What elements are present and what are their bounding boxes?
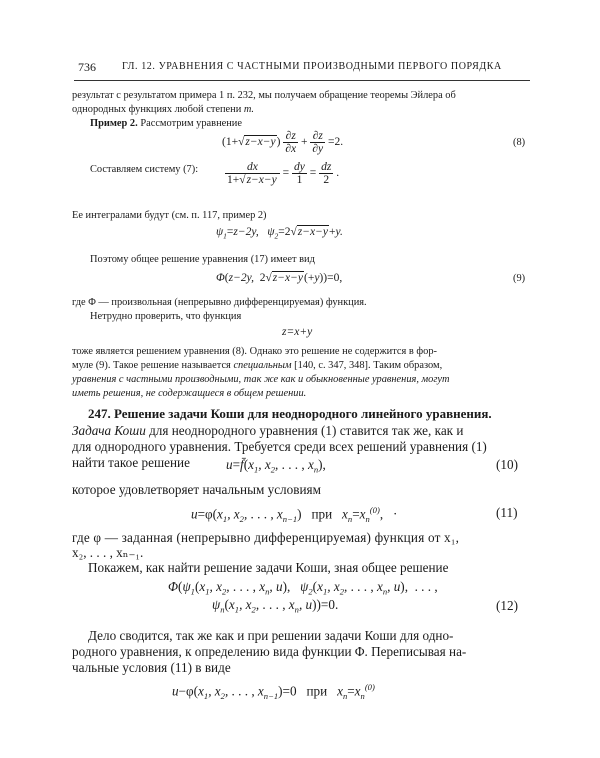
section-title: 247. Решение задачи Коши для неоднородного линейного уравнения. (88, 406, 492, 421)
example-heading: Пример 2. Рассмотрим уравнение (90, 118, 242, 129)
text-line: тоже является решением уравнения (8). Однако это решение не содержится в фор- (72, 346, 437, 357)
equation-9: Φ(z−2y, 2√z−x−y(+y))=0, (216, 272, 343, 284)
page-number: 736 (78, 60, 96, 74)
text-line: родного уравнения, к определению вида функции Φ. Переписывая на- (72, 644, 467, 659)
text-line: однородных функциях любой степени m. (72, 104, 254, 115)
equation-10: $u=f̄(x_1$, $x_2$, . . . , $x_n$), (226, 457, 326, 475)
running-header (78, 60, 530, 76)
text-line: которое удовлетворяет начальным условиям (72, 482, 321, 497)
characteristic-system: $\frac{dx}{1+√z-x-y}$ = $\frac{dy}{1}$ = $\frac{dz}{2}$ . (227, 161, 340, 186)
example-label: Пример 2. (90, 118, 138, 129)
term-special: специальным (233, 360, 292, 371)
text-line: муле (9). Такое решение называется специальным [140, с. 347, 348]. Таким образом, (72, 360, 443, 371)
text-line: Поэтому общее решение уравнения (17) имеет вид (90, 254, 315, 265)
text-line: уравнения с частными производными, так же как и обыкновенные уравнения, могут (72, 374, 450, 385)
equation-initial-condition: $u-\varphi(x_1$, $x_2$, . . . , $x_{n-1})=0$ при $x_n=x_n^{(0)}$ (172, 682, 375, 702)
text-line: x₂, . . . , xₙ₋₁. (72, 545, 144, 560)
text-line: Задача Коши для неоднородного уравнения (1) ставится так же, как и (72, 423, 464, 438)
first-integrals: $\psi_1=z-2y$, $\psi_2=2√z-x-y+y$. (216, 226, 343, 241)
equation-z: z=x+y (282, 326, 313, 338)
running-title: ГЛ. 12. УРАВНЕНИЯ С ЧАСТНЫМИ ПРОИЗВОДНЫМИ ПЕРВОГО ПОРЯДКА (122, 61, 502, 72)
equation-12-line1: $\Phi(\psi_1(x_1$, $x_2$, . . . , $x_n$, u), $\psi_2(x_1$, $x_2$, . . . , $x_n$, u), . . . , (168, 579, 438, 597)
text-line: результат с результатом примера 1 п. 232, мы получаем обращение теоремы Эйлера об (72, 90, 456, 101)
equation-11: $u=\varphi(x_1$, $x_2$, . . . , $x_{n-1}$) при $x_n=x_n^{(0)}$, · (191, 505, 398, 525)
equation-12-line2: $\psi_n(x_1$, $x_2$, . . . , $x_n$, u))=0. (212, 597, 339, 615)
text-line: где Φ — произвольная (непрерывно дифференцируемая) функция. (72, 297, 367, 308)
equation-number: (9) (513, 273, 526, 284)
equation-number: (8) (513, 137, 526, 148)
equation-8: (1+√z−x−y) $\frac{\partial z}{\partial x}$ + $\frac{\partial z}{\partial y}$ =2. (222, 130, 344, 155)
term-cauchy-problem: Задача Коши (72, 423, 146, 438)
text-line: Составляем систему (7): (90, 164, 199, 175)
text-line: иметь решения, не содержащиеся в общем решении. (72, 388, 307, 399)
text-line: Дело сводится, так же как и при решении задачи Коши для одно- (88, 628, 454, 643)
text-line: чальные условия (11) в виде (72, 660, 231, 675)
equation-number: (10) (496, 457, 518, 472)
header-rule (74, 80, 530, 81)
text-line: найти такое решение (72, 455, 190, 470)
text-line: Покажем, как найти решение задачи Коши, зная общее решение (88, 560, 449, 575)
text-line: для однородного уравнения. Требуется среди всех решений уравнения (1) (72, 439, 487, 454)
equation-number: (11) (496, 505, 518, 520)
text-line: Ее интегралами будут (см. п. 117, пример 2) (72, 210, 267, 221)
text-line: где φ — заданная (непрерывно дифференцируемая) функция от x₁, (72, 530, 460, 545)
equation-number: (12) (496, 598, 518, 613)
text-line: Нетрудно проверить, что функция (90, 311, 242, 322)
